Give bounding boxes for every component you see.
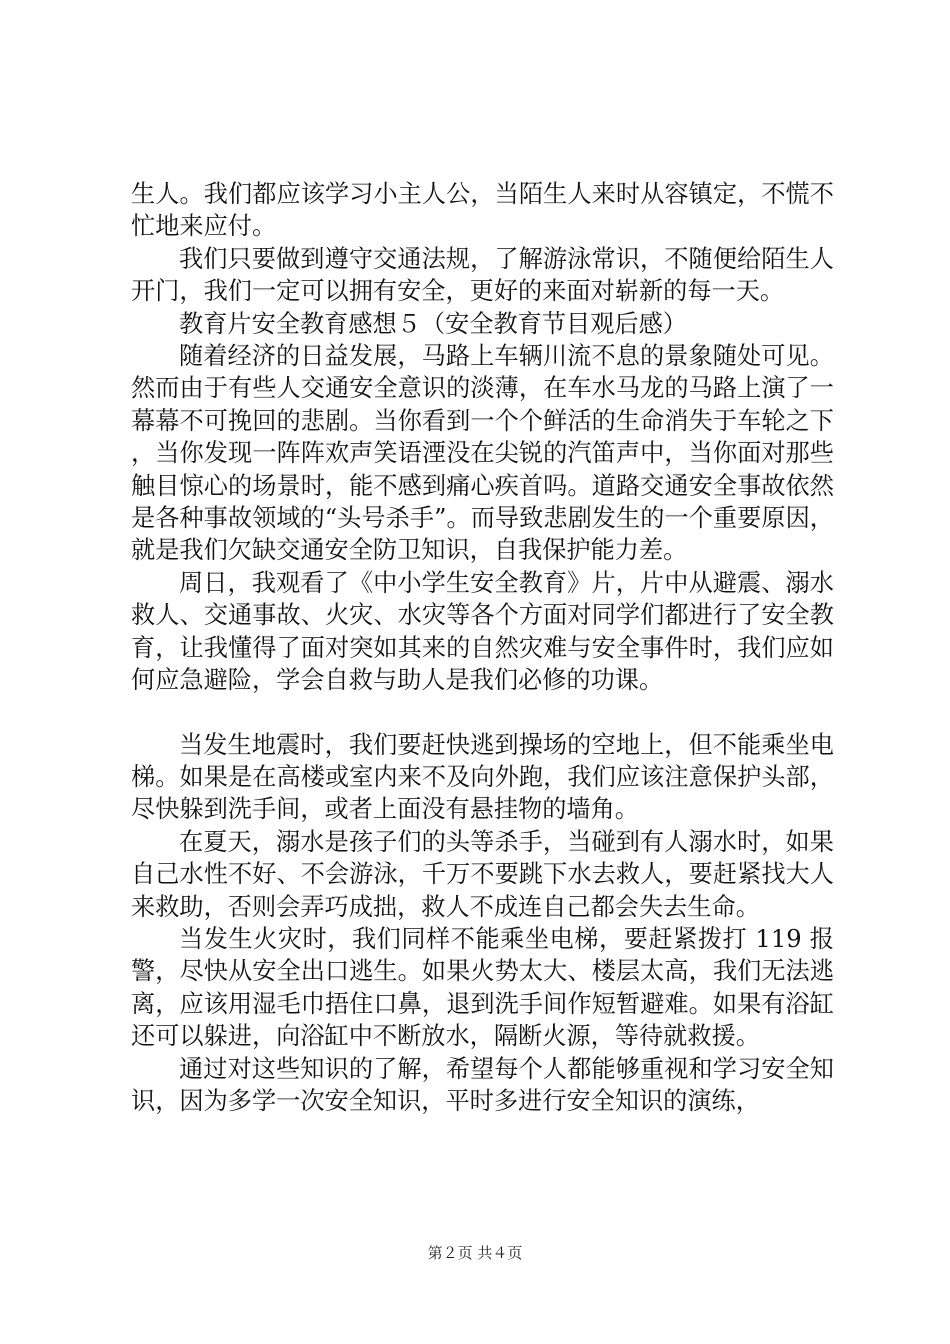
- page-number-footer: 第２页 共４页: [427, 1244, 523, 1262]
- paragraph-summary: 我们只要做到遵守交通法规，了解游泳常识，不随便给陌生人开门，我们一定可以拥有安全，更好的来面对崭新的每一天。: [131, 244, 834, 306]
- section-heading: 教育片安全教育感想５（安全教育节目观后感）: [179, 309, 687, 338]
- paragraph-traffic: 随着经济的日益发展，马路上车辆川流不息的景象随处可见。然而由于有些人交通安全意识的淡薄，在车水马龙的马路上演了一幕幕不可挽回的悲剧。当你看到一个个鲜活的生命消失于车轮之下，当你发现一阵阵欢声笑语湮没在尖锐的汽笛声中，当你面对那些触目惊心的场景时，能不感到痛心疾首吗。道路交通安全事故依然是各种事故领域的“头号杀手”。而导致悲剧发生的一个重要原因，就是我们欠缺交通安全防卫知识，自我保护能力差。: [131, 342, 834, 565]
- paragraph-earthquake: 当发生地震时，我们要赶快逃到操场的空地上，但不能乘坐电梯。如果是在高楼或室内来不及向外跑，我们应该注意保护头部，尽快躲到洗手间，或者上面没有悬挂物的墙角。: [131, 730, 834, 824]
- paragraph-continuation: 生人。我们都应该学习小主人公，当陌生人来时从容镇定，不慌不忙地来应付。: [131, 180, 834, 241]
- paragraph-gap: [131, 697, 834, 729]
- paragraph-fire: 当发生火灾时，我们同样不能乘坐电梯，要赶紧拨打 119 报警，尽快从安全出口逃生。如果火势太大、楼层太高，我们无法逃离，应该用湿毛巾捂住口鼻，退到洗手间作短暂避难。如果有浴缸还可以躲进，向浴缸中不断放水，隔断火源，等待就救援。: [131, 924, 834, 1051]
- document-body: [131, 178, 834, 1117]
- paragraph-drowning: 在夏天，溺水是孩子们的头等杀手，当碰到有人溺水时，如果自己水性不好、不会游泳，千万不要跳下水去救人，要赶紧找大人来救助，否则会弄巧成拙，救人不成连自己都会失去生命。: [131, 827, 834, 921]
- paragraph-sunday-film: 周日，我观看了《中小学生安全教育》片，片中从避震、溺水救人、交通事故、火灾、水灾等各个方面对同学们都进行了安全教育，让我懂得了面对突如其来的自然灾难与安全事件时，我们应如何应急避险，学会自救与助人是我们必修的功课。: [131, 568, 834, 695]
- paragraph-conclusion: 通过对这些知识的了解，希望每个人都能够重视和学习安全知识，因为多学一次安全知识，平时多进行安全知识的演练，: [131, 1054, 834, 1115]
